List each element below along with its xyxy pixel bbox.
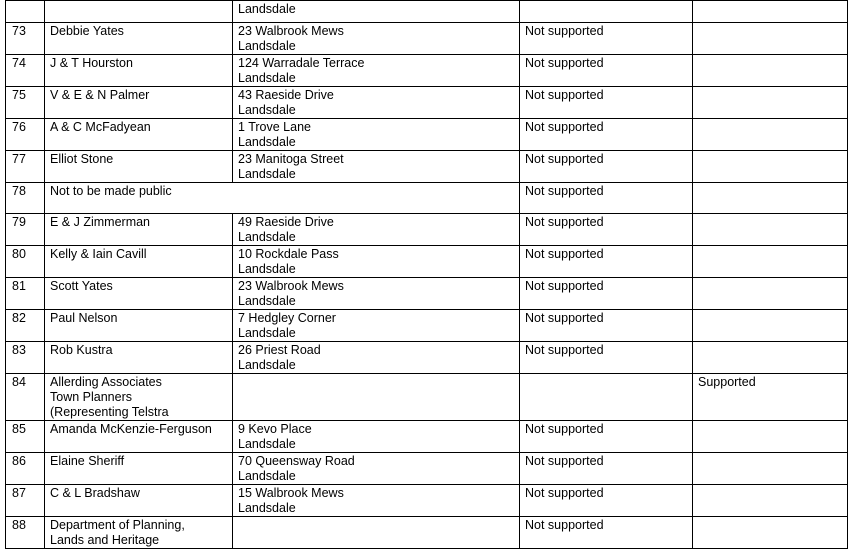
submitter-name-cell — [45, 183, 520, 214]
supported-cell — [693, 87, 848, 119]
supported-cell — [693, 421, 848, 453]
submitter-name-cell — [45, 374, 233, 421]
submitter-name-line: Paul Nelson — [50, 311, 118, 325]
not-supported-label: Not supported — [525, 311, 604, 325]
address-line: Landsdale — [238, 262, 296, 276]
row-number-cell — [6, 517, 45, 549]
address-line: 23 Manitoga Street — [238, 152, 344, 166]
submitter-name-cell — [45, 119, 233, 151]
not-supported-cell — [520, 183, 693, 214]
submitter-name-line: Amanda McKenzie-Ferguson — [50, 422, 212, 436]
not-supported-cell — [520, 421, 693, 453]
not-supported-cell — [520, 374, 693, 421]
table-row — [6, 517, 848, 549]
address-cell — [233, 517, 520, 549]
address-line: 9 Kevo Place — [238, 422, 312, 436]
not-supported-cell — [520, 23, 693, 55]
submitter-name-cell — [45, 485, 233, 517]
not-supported-label: Not supported — [525, 215, 604, 229]
supported-cell — [693, 485, 848, 517]
supported-label: Supported — [698, 375, 756, 389]
table-row — [6, 183, 848, 214]
address-cell — [233, 151, 520, 183]
not-supported-label: Not supported — [525, 152, 604, 166]
submitter-name-cell — [45, 214, 233, 246]
not-supported-cell — [520, 214, 693, 246]
address-line: 43 Raeside Drive — [238, 88, 334, 102]
row-number: 78 — [12, 184, 26, 198]
row-number: 79 — [12, 215, 26, 229]
address-cell — [233, 246, 520, 278]
table-row — [6, 23, 848, 55]
address-line: Landsdale — [238, 326, 296, 340]
submitter-name-cell — [45, 453, 233, 485]
address-line: Landsdale — [238, 39, 296, 53]
address-line: 15 Walbrook Mews — [238, 486, 344, 500]
row-number: 77 — [12, 152, 26, 166]
table-row — [6, 119, 848, 151]
address-cell — [233, 453, 520, 485]
address-line: Landsdale — [238, 437, 296, 451]
not-supported-label: Not supported — [525, 88, 604, 102]
address-line: Landsdale — [238, 230, 296, 244]
submitter-name-line: Rob Kustra — [50, 343, 113, 357]
address-line: Landsdale — [238, 71, 296, 85]
supported-cell — [693, 310, 848, 342]
submissions-table-body — [6, 1, 848, 549]
submitter-name-cell — [45, 517, 233, 549]
submitter-name-line: Lands and Heritage — [50, 533, 160, 547]
supported-cell — [693, 374, 848, 421]
submitter-name-line: C & L Bradshaw — [50, 486, 140, 500]
row-number: 88 — [12, 518, 26, 532]
address-line: 1 Trove Lane — [238, 120, 311, 134]
table-row — [6, 55, 848, 87]
row-number-cell — [6, 183, 45, 214]
not-supported-label: Not supported — [525, 24, 604, 38]
not-supported-cell — [520, 453, 693, 485]
submitter-name-cell — [45, 310, 233, 342]
row-number-cell — [6, 485, 45, 517]
submissions-table — [5, 0, 848, 549]
address-line: Landsdale — [238, 294, 296, 308]
row-number-cell — [6, 87, 45, 119]
address-line: 10 Rockdale Pass — [238, 247, 339, 261]
table-row — [6, 246, 848, 278]
row-number-cell — [6, 55, 45, 87]
submitter-name-cell — [45, 342, 233, 374]
supported-cell — [693, 151, 848, 183]
not-supported-label: Not supported — [525, 279, 604, 293]
table-row — [6, 151, 848, 183]
row-number-cell — [6, 23, 45, 55]
address-line: 23 Walbrook Mews — [238, 24, 344, 38]
row-number: 86 — [12, 454, 26, 468]
address-cell — [233, 119, 520, 151]
row-number-cell — [6, 246, 45, 278]
submitter-name-line: V & E & N Palmer — [50, 88, 150, 102]
row-number: 75 — [12, 88, 26, 102]
supported-cell — [693, 183, 848, 214]
submitter-name-cell — [45, 55, 233, 87]
not-supported-cell — [520, 119, 693, 151]
row-number: 74 — [12, 56, 26, 70]
address-cell — [233, 23, 520, 55]
not-supported-cell — [520, 1, 693, 23]
table-row — [6, 421, 848, 453]
not-supported-label: Not supported — [525, 343, 604, 357]
not-supported-label: Not supported — [525, 454, 604, 468]
address-cell — [233, 310, 520, 342]
address-cell — [233, 374, 520, 421]
submitter-name-line: J & T Hourston — [50, 56, 133, 70]
submitter-name-line: Scott Yates — [50, 279, 113, 293]
submitter-name-line: A & C McFadyean — [50, 120, 151, 134]
submitter-name-line: Elliot Stone — [50, 152, 114, 166]
not-supported-label: Not supported — [525, 247, 604, 261]
submitter-name-cell — [45, 278, 233, 310]
row-number: 84 — [12, 375, 26, 389]
row-number: 82 — [12, 311, 26, 325]
row-number: 73 — [12, 24, 26, 38]
table-row — [6, 214, 848, 246]
supported-cell — [693, 1, 848, 23]
row-number: 76 — [12, 120, 26, 134]
row-number: 87 — [12, 486, 26, 500]
submitter-name-cell — [45, 23, 233, 55]
table-row — [6, 278, 848, 310]
submitter-name-line: Kelly & Iain Cavill — [50, 247, 147, 261]
supported-cell — [693, 55, 848, 87]
address-line: 26 Priest Road — [238, 343, 321, 357]
address-line: Landsdale — [238, 2, 296, 16]
not-supported-label: Not supported — [525, 486, 604, 500]
address-line: Landsdale — [238, 469, 296, 483]
supported-cell — [693, 23, 848, 55]
address-cell — [233, 55, 520, 87]
not-supported-cell — [520, 485, 693, 517]
table-row — [6, 87, 848, 119]
row-number: 81 — [12, 279, 26, 293]
row-number: 83 — [12, 343, 26, 357]
table-row — [6, 310, 848, 342]
not-supported-cell — [520, 342, 693, 374]
not-supported-label: Not supported — [525, 56, 604, 70]
submitter-name-line: Not to be made public — [50, 184, 172, 198]
not-supported-label: Not supported — [525, 422, 604, 436]
address-cell — [233, 278, 520, 310]
submitter-name-line: Elaine Sheriff — [50, 454, 125, 468]
address-cell — [233, 485, 520, 517]
row-number-cell — [6, 342, 45, 374]
not-supported-cell — [520, 246, 693, 278]
not-supported-cell — [520, 87, 693, 119]
row-number-cell — [6, 278, 45, 310]
supported-cell — [693, 246, 848, 278]
row-number-cell — [6, 374, 45, 421]
not-supported-cell — [520, 310, 693, 342]
not-supported-cell — [520, 151, 693, 183]
address-line: 124 Warradale Terrace — [238, 56, 365, 70]
table-row — [6, 453, 848, 485]
supported-cell — [693, 342, 848, 374]
row-number-cell — [6, 214, 45, 246]
address-line: Landsdale — [238, 358, 296, 372]
submitter-name-cell — [45, 421, 233, 453]
row-number: 85 — [12, 422, 26, 436]
not-supported-cell — [520, 517, 693, 549]
submitter-name-cell — [45, 246, 233, 278]
submitter-name-cell — [45, 87, 233, 119]
supported-cell — [693, 517, 848, 549]
address-cell — [233, 1, 520, 23]
supported-cell — [693, 278, 848, 310]
address-cell — [233, 87, 520, 119]
not-supported-label: Not supported — [525, 120, 604, 134]
row-number-cell — [6, 421, 45, 453]
address-line: 7 Hedgley Corner — [238, 311, 336, 325]
not-supported-label: Not supported — [525, 184, 604, 198]
not-supported-label: Not supported — [525, 518, 604, 532]
submitter-name-cell — [45, 1, 233, 23]
submitter-name-line: Debbie Yates — [50, 24, 124, 38]
supported-cell — [693, 453, 848, 485]
supported-cell — [693, 214, 848, 246]
address-cell — [233, 421, 520, 453]
row-number-cell — [6, 151, 45, 183]
row-number-cell — [6, 453, 45, 485]
table-row — [6, 374, 848, 421]
address-line: 70 Queensway Road — [238, 454, 355, 468]
not-supported-cell — [520, 55, 693, 87]
address-cell — [233, 214, 520, 246]
submitter-name-line: E & J Zimmerman — [50, 215, 151, 229]
row-number-cell — [6, 310, 45, 342]
row-number-cell — [6, 1, 45, 23]
submitter-name-cell — [45, 151, 233, 183]
address-line: Landsdale — [238, 103, 296, 117]
table-row — [6, 342, 848, 374]
submitter-name-line: Allerding Associates — [50, 375, 162, 389]
submitter-name-line: Department of Planning, — [50, 518, 185, 532]
not-supported-cell — [520, 278, 693, 310]
row-number-cell — [6, 119, 45, 151]
address-line: 23 Walbrook Mews — [238, 279, 344, 293]
address-cell — [233, 342, 520, 374]
address-line: Landsdale — [238, 135, 296, 149]
submitter-name-line: (Representing Telstra — [50, 405, 169, 419]
address-line: Landsdale — [238, 167, 296, 181]
table-row — [6, 1, 848, 23]
address-line: 49 Raeside Drive — [238, 215, 334, 229]
row-number: 80 — [12, 247, 26, 261]
supported-cell — [693, 119, 848, 151]
submitter-name-line: Town Planners — [50, 390, 132, 404]
address-line: Landsdale — [238, 501, 296, 515]
table-row — [6, 485, 848, 517]
